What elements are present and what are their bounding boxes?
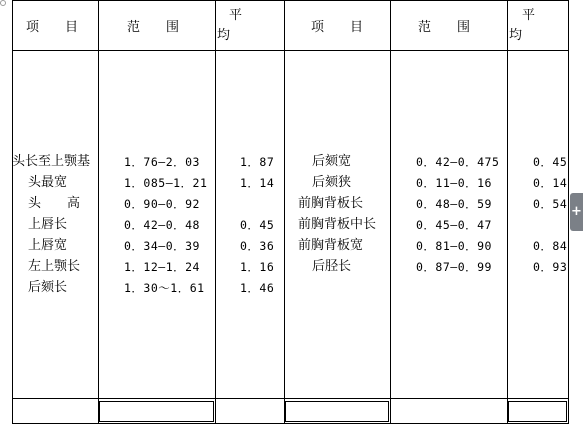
expand-tab-button[interactable] [570, 193, 583, 231]
left-row-4-avg: 0．36 [240, 239, 275, 253]
left-row-5-range: 1．12—1．24 [124, 260, 200, 274]
right-row-2-avg: 0．54 [533, 197, 568, 211]
right-row-4-item: 前胸背板宽 [298, 238, 364, 253]
header-avg-left-1: 平 [229, 8, 243, 23]
left-row-0-avg: 1．87 [240, 155, 275, 169]
left-row-6-range: 1．30～1．61 [124, 281, 205, 295]
col-line-2 [215, 0, 216, 424]
right-row-1-avg: 0．14 [533, 176, 568, 190]
right-row-2-item: 前胸背板长 [298, 196, 364, 211]
left-row-1-item: 头最宽 [28, 175, 68, 190]
header-divider [12, 50, 569, 51]
right-row-0-range: 0．42—0．475 [416, 155, 500, 169]
left-row-1-range: 1．085—1．21 [124, 176, 208, 190]
left-row-4-range: 0．34—0．39 [124, 239, 200, 253]
footer-cell-item-right [285, 401, 389, 422]
right-row-0-item: 后颏宽 [312, 154, 352, 169]
right-row-5-item: 后胫长 [312, 259, 352, 274]
table-border-top [12, 0, 569, 1]
corner-anchor-icon [0, 0, 6, 6]
right-row-5-range: 0．87—0．99 [416, 260, 492, 274]
left-row-6-item: 后颏长 [28, 280, 68, 295]
right-row-4-range: 0．81—0．90 [416, 239, 492, 253]
col-line-6 [568, 0, 569, 424]
header-range-right: 范 围 [418, 20, 471, 35]
right-row-4-avg: 0．84 [533, 239, 568, 253]
header-item-left: 项 目 [26, 20, 79, 35]
left-row-3-avg: 0．45 [240, 218, 275, 232]
right-row-3-range: 0．45—0．47 [416, 218, 492, 232]
left-row-1-avg: 1．14 [240, 176, 275, 190]
header-avg-left-2: 均 [217, 28, 231, 43]
left-row-5-avg: 1．16 [240, 260, 275, 274]
footer-cell-range-left [99, 401, 214, 422]
footer-cell-avg-right [508, 401, 567, 422]
header-item-right: 项 目 [311, 20, 364, 35]
left-row-0-range: 1．76—2．03 [124, 155, 200, 169]
plus-icon: + [571, 204, 582, 219]
header-avg-right-1: 平 [522, 8, 536, 23]
left-row-3-item: 上唇长 [28, 217, 68, 232]
left-row-2-item: 头 高 [28, 196, 81, 211]
right-row-5-avg: 0．93 [533, 260, 568, 274]
right-row-0-avg: 0．45 [533, 155, 568, 169]
col-line-1 [98, 0, 99, 424]
right-row-1-item: 后颏狭 [312, 175, 352, 190]
col-line-4 [390, 0, 391, 424]
right-row-1-range: 0．11—0．16 [416, 176, 492, 190]
col-line-5 [507, 0, 508, 424]
footer-divider [12, 398, 569, 399]
col-line-0 [12, 0, 13, 424]
right-row-2-range: 0．48—0．59 [416, 197, 492, 211]
left-row-5-item: 左上颚长 [28, 259, 81, 274]
header-range-left: 范 围 [127, 20, 180, 35]
left-row-6-avg: 1．46 [240, 281, 275, 295]
left-row-0-item: 头长至上颚基 [12, 154, 91, 169]
right-row-3-item: 前胸背板中长 [298, 217, 377, 232]
left-row-3-range: 0．42—0．48 [124, 218, 200, 232]
col-line-3 [284, 0, 285, 424]
left-row-4-item: 上唇宽 [28, 238, 68, 253]
header-avg-right-2: 均 [509, 28, 523, 43]
left-row-2-range: 0．90—0．92 [124, 197, 200, 211]
